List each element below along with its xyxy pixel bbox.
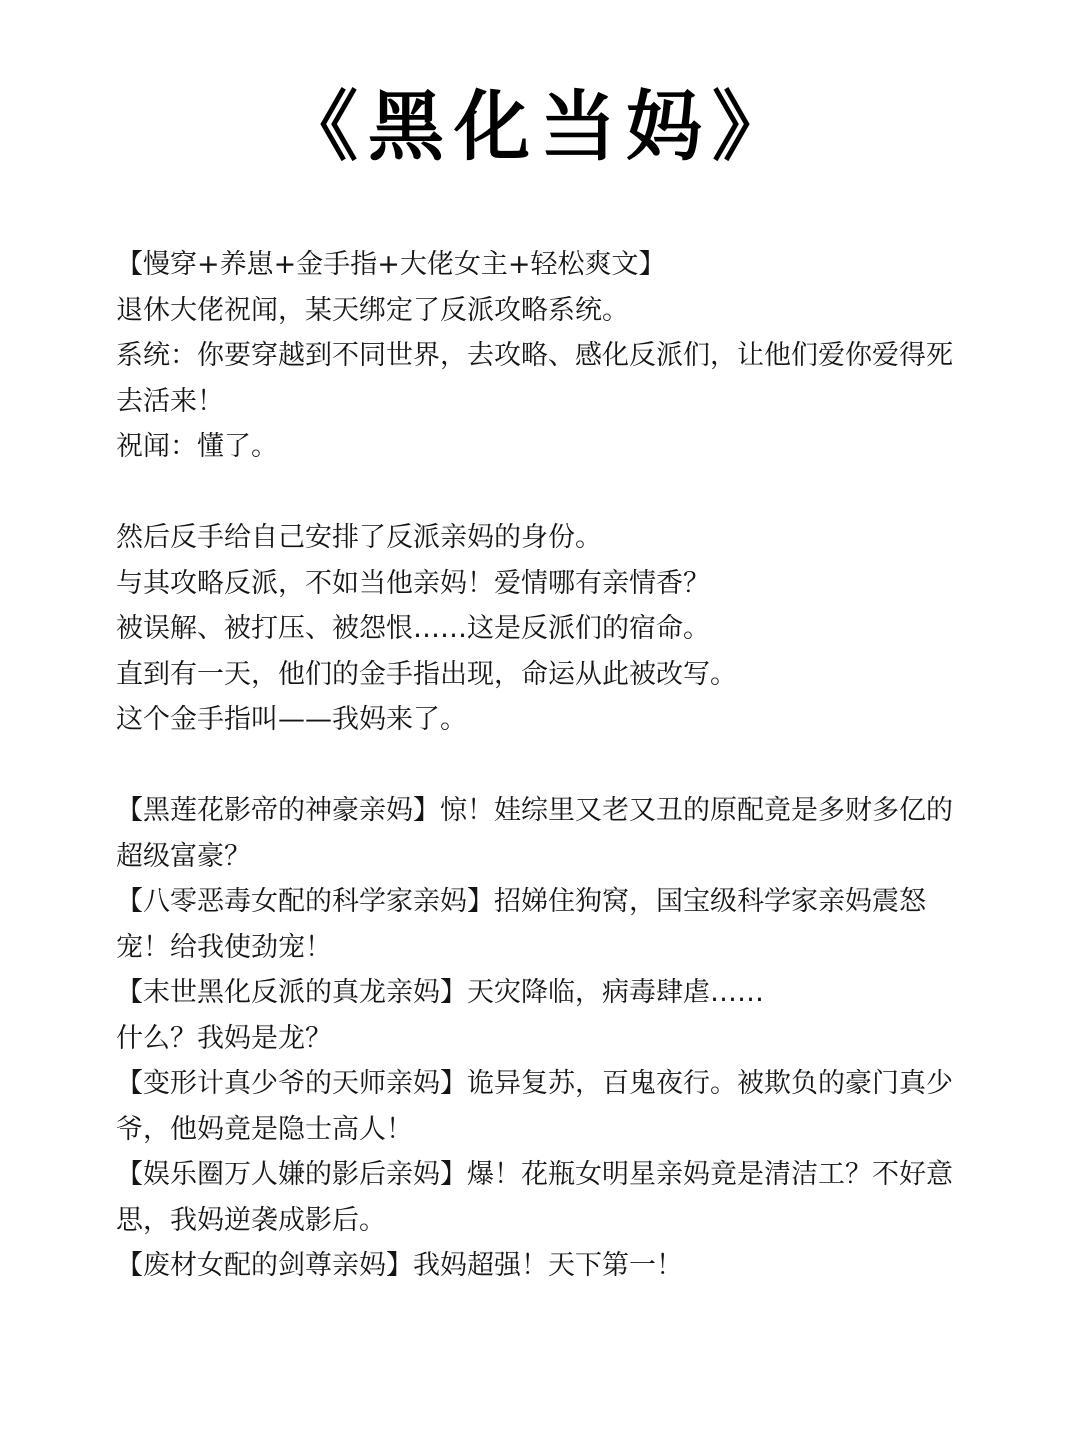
premise-line: 直到有一天，他们的金手指出现，命运从此被改写。: [116, 658, 737, 690]
world-entry: 【黑莲花影帝的神豪亲妈】惊！娃综里又老又丑的原配竟是多财多亿的超级富豪？: [116, 795, 953, 872]
paragraph-gap: [116, 470, 966, 516]
premise-line: 然后反手给自己安排了反派亲妈的身份。: [116, 522, 602, 553]
premise-line: 被误解、被打压、被怨恨……这是反派们的宿命。: [116, 613, 710, 644]
world-entry: 【末世黑化反派的真龙亲妈】天灾降临，病毒肆虐……: [116, 977, 764, 1008]
intro-line: 系统：你要穿越到不同世界，去攻略、感化反派们，让他们爱你爱得死去活来！: [116, 340, 953, 417]
book-description: [116, 242, 966, 1289]
world-entry: 什么？我妈是龙？: [116, 1022, 332, 1054]
intro-line: 退休大佬祝闻，某天绑定了反派攻略系统。: [116, 294, 629, 326]
intro-line: 祝闻：懂了。: [116, 431, 278, 462]
premise-line: 这个金手指叫——我妈来了。: [116, 704, 467, 735]
world-entry: 【废材女配的剑尊亲妈】我妈超强！天下第一！: [116, 1250, 683, 1281]
world-entry: 【娱乐圈万人嫌的影后亲妈】爆！花瓶女明星亲妈竟是清洁工？不好意思，我妈逆袭成影后。: [116, 1159, 953, 1236]
genre-tags: 【慢穿+养崽+金手指+大佬女主+轻松爽文】: [116, 249, 666, 280]
world-entry: 【变形计真少爷的天师亲妈】诡异复苏，百鬼夜行。被欺负的豪门真少爷，他妈竟是隐士高人！: [116, 1068, 953, 1145]
paragraph-gap: [116, 743, 966, 789]
world-entry: 【八零恶毒女配的科学家亲妈】招娣住狗窝，国宝级科学家亲妈震怒宠！给我使劲宠！: [116, 886, 926, 963]
premise-line: 与其攻略反派，不如当他亲妈！爱情哪有亲情香？: [116, 567, 710, 599]
book-title: 《黑化当妈》: [282, 82, 798, 171]
